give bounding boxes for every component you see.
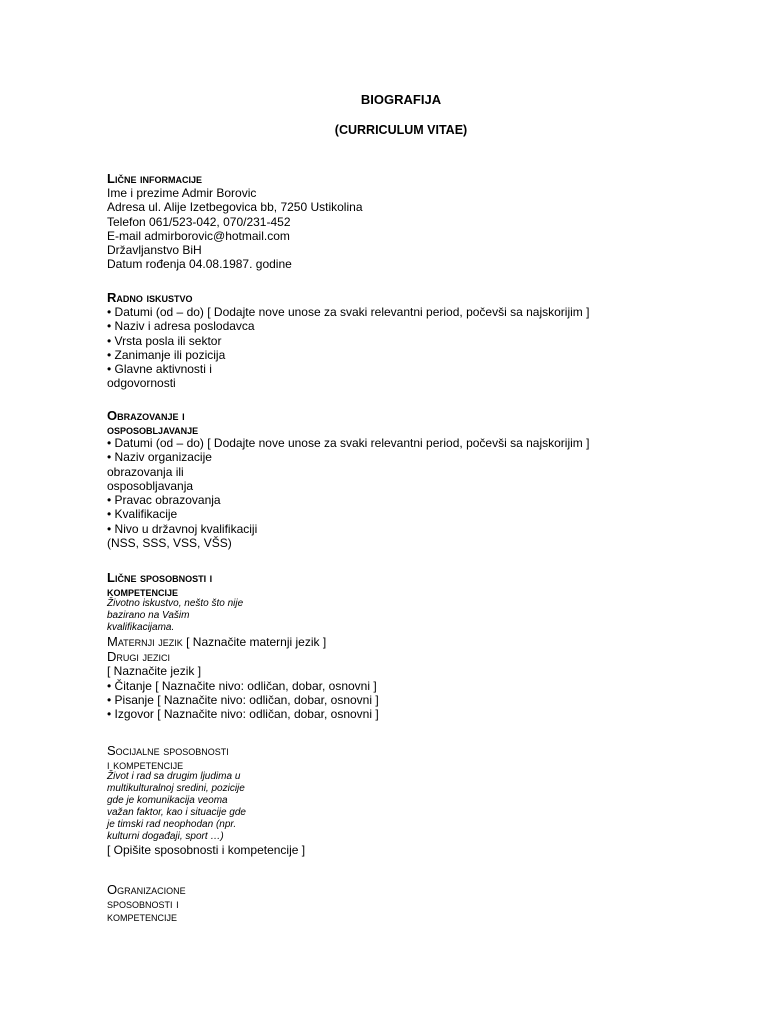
work-experience-line: odgovornosti <box>107 376 176 391</box>
personal-info-line: Datum rođenja 04.08.1987. godine <box>107 257 292 272</box>
personal-info-section <box>107 172 707 272</box>
personal-skills-note: bazirano na Vašim <box>107 610 190 621</box>
education-line: osposobljavanja <box>107 478 194 493</box>
education-line: • Pravac obrazovanja <box>107 493 221 508</box>
social-skills-section <box>107 743 707 857</box>
other-languages-label: Drugi jezici <box>107 649 171 665</box>
education-line: • Kvalifikacije <box>107 507 178 522</box>
work-experience-line: • Zanimanje ili pozicija <box>107 347 226 362</box>
education-line: obrazovanja ili <box>107 464 184 479</box>
social-skills-note: važan faktor, kao i situacije gde <box>107 807 246 818</box>
personal-info-line: Državljanstvo BiH <box>107 243 202 258</box>
mother-tongue-value: [ Naznačite maternji jezik ] <box>182 635 327 649</box>
personal-skills-heading: Lične sposobnosti i <box>107 570 213 585</box>
mother-tongue-line <box>107 634 707 649</box>
education-heading: Obrazovanje i <box>107 408 185 423</box>
education-line: (NSS, SSS, VSS, VŠS) <box>107 536 232 551</box>
work-experience-line: • Naziv i adresa poslodavca <box>107 319 255 334</box>
language-line: • Pisanje [ Naznačite nivo: odličan, dobar, osnovni ] <box>107 692 379 707</box>
document-title: BIOGRAFIJA <box>360 92 442 107</box>
personal-skills-note: kvalifikacijama. <box>107 622 175 633</box>
social-skills-note: kulturni događaji, sport …) <box>107 831 224 842</box>
personal-info-line: Telefon 061/523-042, 070/231-452 <box>107 214 291 229</box>
work-experience-section <box>107 291 707 391</box>
social-skills-note: gde je komunikacija veoma <box>107 795 228 806</box>
education-line: • Datumi (od – do) [ Dodajte nove unose za svaki relevantni period, počevši sa najskorijim ] <box>107 436 590 450</box>
work-experience-line: • Vrsta posla ili sektor <box>107 333 222 348</box>
language-line: • Čitanje [ Naznačite nivo: odličan, dobar, osnovni ] <box>107 678 377 693</box>
personal-info-heading: Lične informacije <box>107 171 203 186</box>
work-experience-heading: Radno iskustvo <box>107 290 193 305</box>
personal-info-line: Ime i prezime Admir Borovic <box>107 186 257 200</box>
personal-skills-heading-continued: kompetencije <box>107 584 179 599</box>
education-section <box>107 409 707 550</box>
language-line: • Izgovor [ Naznačite nivo: odličan, dobar, osnovni ] <box>107 707 379 722</box>
social-skills-heading: Socijalne sposobnosti <box>107 743 229 758</box>
mother-tongue-label: Maternji jezik <box>107 634 183 649</box>
social-skills-line: [ Opišite sposobnosti i kompetencije ] <box>107 843 306 857</box>
personal-info-line: E-mail admirborovic@hotmail.com <box>107 228 290 243</box>
work-experience-line: • Glavne aktivnosti i <box>107 362 212 377</box>
social-skills-note: multikulturalnoj sredini, pozicije <box>107 783 245 794</box>
education-line: • Naziv organizacije <box>107 450 212 465</box>
organizational-skills-heading: Ogranizacione <box>107 882 186 897</box>
personal-skills-section <box>107 571 707 721</box>
document-subtitle: (CURRICULUM VITAE) <box>334 123 468 137</box>
language-line: [ Naznačite jezik ] <box>107 664 202 679</box>
personal-info-line: Adresa ul. Alije Izetbegovica bb, 7250 Ustikolina <box>107 200 363 215</box>
work-experience-line: • Datumi (od – do) [ Dodajte nove unose za svaki relevantni period, počevši sa najskorijim ] <box>107 305 590 319</box>
education-line: • Nivo u državnoj kvalifikaciji <box>107 521 258 536</box>
organizational-skills-section <box>107 882 707 923</box>
social-skills-note: je timski rad neophodan (npr. <box>107 819 237 830</box>
personal-skills-note: Životno iskustvo, nešto što nije <box>107 598 244 609</box>
education-heading-continued: osposobljavanje <box>107 422 199 437</box>
social-skills-note: Život i rad sa drugim ljudima u <box>107 771 241 782</box>
social-skills-heading-continued: i kompetencije <box>107 757 184 772</box>
organizational-skills-heading-continued: kompetencije <box>107 909 178 924</box>
organizational-skills-heading-continued: sposobnosti i <box>107 896 179 911</box>
